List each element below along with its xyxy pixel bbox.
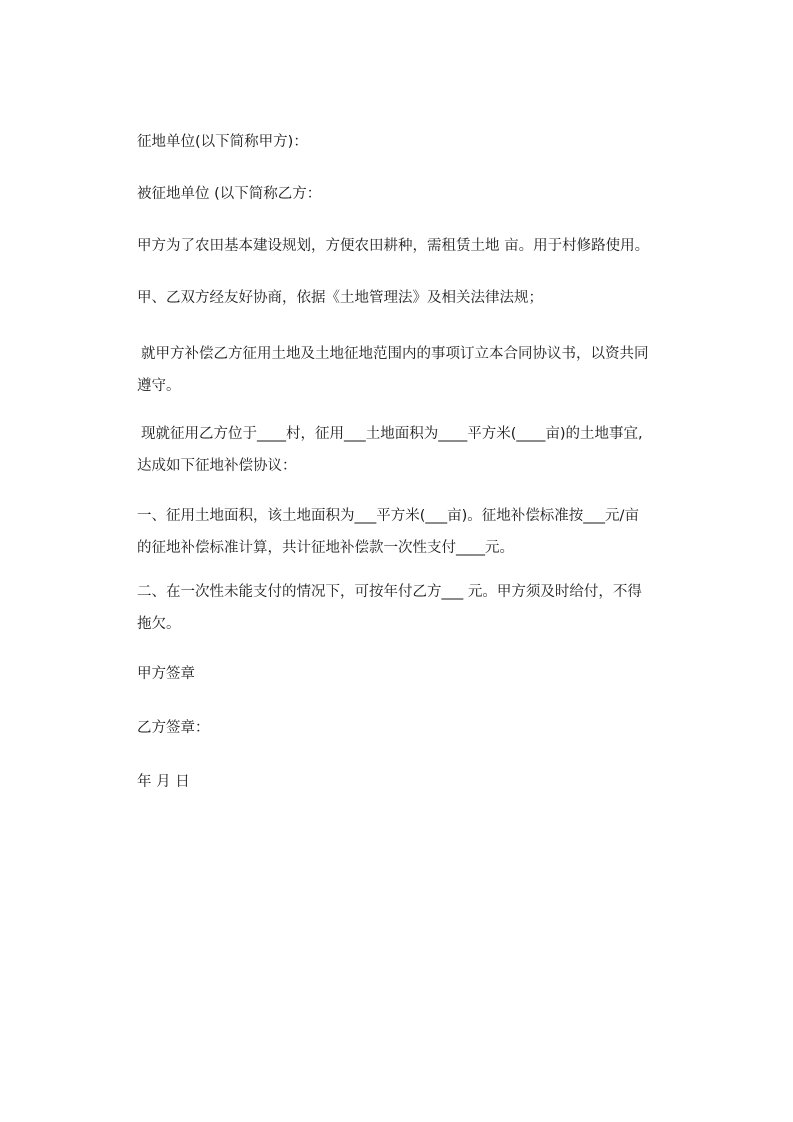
clause-2-line-2: 拖欠。: [137, 616, 181, 632]
clause-1-line-1: 一、征用土地面积，该土地面积为___平方米(___亩)。征地补偿标准按___元/亩: [137, 508, 639, 524]
negotiation-paragraph: 甲、乙双方经友好协商，依据《土地管理法》及相关法律法规；: [137, 290, 543, 306]
clause-2-line-1: 二、在一次性未能支付的情况下，可按年付乙方___ 元。甲方须及时给付，不得: [137, 584, 642, 600]
acquisition-scope-paragraph: [137, 418, 643, 482]
agreement-intro-line-1: 就甲方补偿乙方征用土地及土地征地范围内的事项订立本合同协议书，以资共同: [141, 346, 649, 362]
signature-party-a: 甲方签章: [137, 666, 195, 682]
acquiring-party-line: 征地单位(以下简称甲方)：: [137, 134, 308, 150]
clause-1-line-2: 的征地补偿标准计算，共计征地补偿款一次性支付____元。: [137, 540, 514, 556]
acquisition-scope-line-1: 现就征用乙方位于____村，征用___土地面积为____平方米(____亩)的土地事宜,: [141, 426, 643, 442]
purpose-paragraph: 甲方为了农田基本建设规划，方便农田耕种，需租赁土地 亩。用于村修路使用。: [137, 238, 650, 254]
agreement-intro-line-2: 遵守。: [137, 378, 181, 394]
date-line: 年 月 日: [137, 774, 190, 790]
agreement-intro-paragraph: [137, 338, 649, 402]
acquisition-scope-line-2: 达成如下征地补偿协议：: [137, 458, 297, 474]
signature-party-b: 乙方签章：: [137, 720, 210, 736]
acquired-party-line: 被征地单位 (以下简称乙方：: [137, 186, 322, 202]
clause-1-paragraph: [137, 500, 639, 564]
clause-2-paragraph: [137, 576, 642, 640]
